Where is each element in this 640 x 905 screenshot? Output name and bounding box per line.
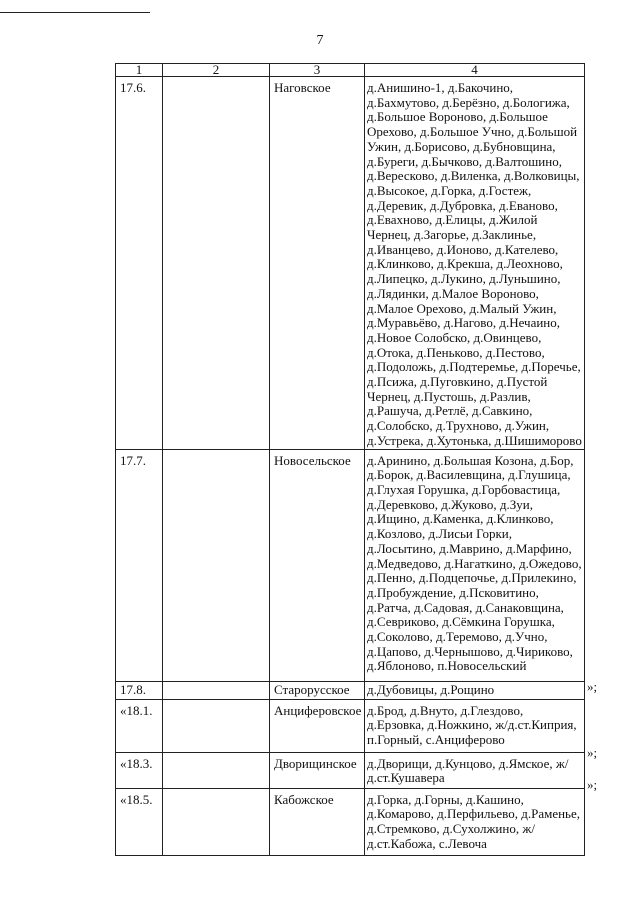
village-list: д.Брод, д.Внуто, д.Глездово, д.Ерзовка, д.Ножкино, ж/д.ст.Киприя, п.Горный, с.Анциферово [365,699,585,752]
village-list: д.Дубовицы, д.Рощино [365,681,585,699]
settlement-name: Новосельское [270,449,365,681]
row-closing-mark: »; [587,679,598,694]
header-col-3: 3 [270,64,365,77]
table-row [116,752,585,788]
table-header-row [116,64,585,77]
village-list: д.Горка, д.Горны, д.Кашино, д.Комарово, д.Перфильево, д.Раменье, д.Стремково, д.Сухолжино, ж/д.ст.Кабожа, с.Левоча [365,788,585,855]
settlements-table [115,63,585,856]
row-col2 [163,752,270,788]
settlement-name: Наговское [270,77,365,450]
village-list: д.Дворищи, д.Кунцово, д.Ямское, ж/д.ст.Кушавера [365,752,585,788]
row-closing-mark: »; [587,777,598,792]
row-col2 [163,699,270,752]
row-number: 17.6. [116,77,163,450]
village-list: д.Анишино-1, д.Бакочино, д.Бахмутово, д.Берёзно, д.Бологижа, д.Большое Вороново, д.Большое Орехово, д.Большое Учно, д.Большой Ужин, д.Борисово, д.Бубновщина, д.Буреги, д.Бычково, д.Валтошино, д.Вересково, д.Виленка, д.Волковицы, д.Высокое, д.Горка, д.Гостеж, д.Деревик, д.Дубровка, д.Еваново, д.Евахново, д.Елицы, д.Жилой Чернец, д.Загорье, д.Заклинье, д.Иванцево, д.Ионово, д.Кателево, д.Клинково, д.Крекша, д.Леохново, д.Липецко, д.Лукино, д.Луньшино, д.Лядинки, д.Малое Вороново, д.Малое Орехово, д.Малый Ужин, д.Муравьёво, д.Нагово, д.Нечаино, д.Новое Солобско, д.Овинцево, д.Отока, д.Пеньково, д.Пестово, д.Подоложь, д.Подтеремье, д.Поречье, д.Псижа, д.Пуговкино, д.Пустой Чернец, д.Пустошь, д.Разлив, д.Рашуча, д.Ретлё, д.Савкино, д.Солобско, д.Трухново, д.Ужин, д.Устрека, д.Хутонька, д.Шишиморово [365,77,585,450]
row-col2 [163,449,270,681]
row-col2 [163,681,270,699]
settlement-name: Дворищинское [270,752,365,788]
top-rule [0,12,150,13]
settlement-name: Анциферовское [270,699,365,752]
table-row [116,449,585,681]
table-row [116,699,585,752]
row-number: 17.7. [116,449,163,681]
row-number: «18.3. [116,752,163,788]
row-closing-mark: »; [587,745,598,760]
settlement-name: Старорусское [270,681,365,699]
settlement-name: Кабожское [270,788,365,855]
row-number: 17.8. [116,681,163,699]
page-number: 7 [316,33,324,48]
village-list: д.Аринино, д.Большая Козона, д.Бор, д.Борок, д.Василевщина, д.Глушица, д.Глухая Горушка, д.Горбовастица, д.Деревково, д.Жуково, д.Зуи, д.Ищино, д.Каменка, д.Клинково, д.Козлово, д.Лисьи Горки, д.Лосытино, д.Маврино, д.Марфино, д.Медведово, д.Нагаткино, д.Ожедово, д.Пенно, д.Подцепочье, д.Прилекино, д.Пробуждение, д.Псковитино, д.Ратча, д.Садовая, д.Санаковщина, д.Севриково, д.Сёмкина Горушка, д.Соколово, д.Теремово, д.Учно, д.Цапово, д.Чернышово, д.Чириково, д.Яблоново, п.Новосельский [365,449,585,681]
table-row [116,788,585,855]
header-col-2: 2 [163,64,270,77]
table-row [116,77,585,450]
row-col2 [163,788,270,855]
row-number: «18.1. [116,699,163,752]
header-col-4: 4 [365,64,585,77]
row-col2 [163,77,270,450]
row-number: «18.5. [116,788,163,855]
header-col-1: 1 [116,64,163,77]
table-row [116,681,585,699]
